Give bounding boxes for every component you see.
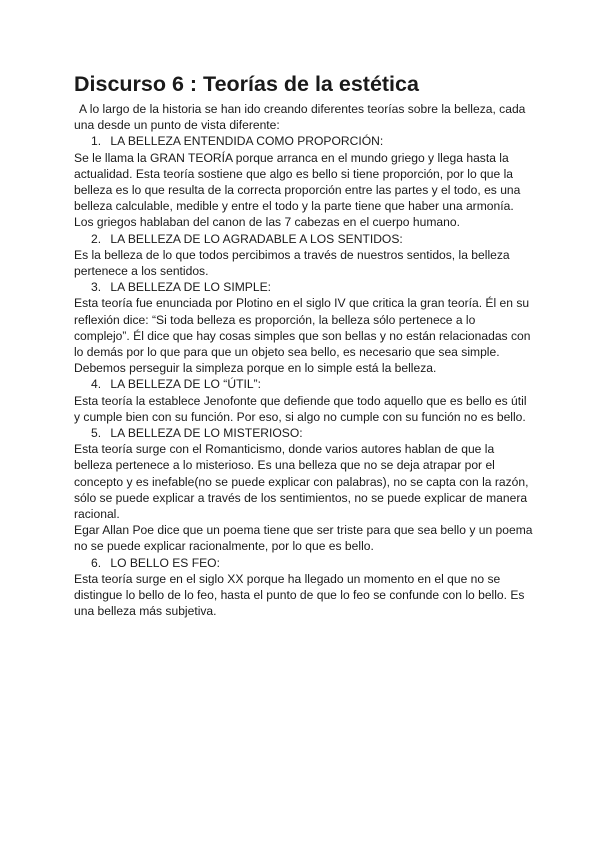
- section-heading: [74, 555, 534, 571]
- section-heading: [74, 425, 534, 441]
- section-paragraph: Es la belleza de lo que todos percibimos a través de nuestros sentidos, la belleza pertenece a los sentidos.: [74, 247, 510, 279]
- section-5: [74, 425, 534, 555]
- section-title: LA BELLEZA DE LO “ÚTIL”:: [110, 377, 261, 392]
- section-heading: [74, 133, 534, 149]
- section-heading: [74, 279, 534, 295]
- document-title: Discurso 6 : Teorías de la estética: [74, 72, 419, 96]
- section-paragraph: Esta teoría surge en el siglo XX porque ha llegado un momento en el que no se distingue lo bello de lo feo, hasta el punto de que lo feo se confunde con lo bello. Es una belleza más subjetiva.: [74, 571, 525, 619]
- section-title: LO BELLO ES FEO:: [110, 555, 220, 570]
- section-number: 4.: [91, 377, 102, 392]
- section-4: [74, 376, 534, 425]
- section-number: 5.: [91, 426, 102, 441]
- section-6: [74, 555, 534, 620]
- section-number: 1.: [91, 134, 102, 149]
- section-paragraph: Esta teoría la establece Jenofonte que defiende que todo aquello que es bello es útil y cumple bien con su función. Por eso, si algo no cumple con su función no es bello.: [74, 393, 527, 424]
- section-paragraph: Esta teoría surge con el Romanticismo, donde varios autores hablan de que la belleza pertenece a lo misterioso. Es una belleza que no se deja atrapar por el concepto y es inefable(no se puede explicar con palabras), no se capta con la razón, sólo se puede explicar a través de los sentimientos, no se puede explicar de manera racional.: [74, 442, 529, 522]
- section-paragraph: Esta teoría fue enunciada por Plotino en el siglo IV que critica la gran teoría. Él en su reflexión dice: “Si toda belleza es proporción, la belleza sólo pertenece a lo complejo”. Él dice que hay cosas simples que son bellas y no están relacionadas con lo demás por lo que para que un objeto sea bello, es necesario que sea simple. Debemos perseguir la simpleza porque en lo simple está la belleza.: [74, 296, 531, 376]
- section-title: LA BELLEZA DE LO AGRADABLE A LOS SENTIDOS:: [110, 231, 403, 246]
- section-title: LA BELLEZA ENTENDIDA COMO PROPORCIÓN:: [110, 134, 384, 149]
- section-number: 3.: [91, 280, 102, 295]
- section-title: LA BELLEZA DE LO SIMPLE:: [110, 280, 272, 295]
- section-heading: [74, 376, 534, 392]
- document-page: [74, 70, 534, 620]
- section-2: [74, 231, 534, 280]
- section-3: [74, 279, 534, 376]
- section-paragraph: Egar Allan Poe dice que un poema tiene que ser triste para que sea bello y un poema no se puede explicar racionalmente, por lo que es bello.: [74, 523, 533, 554]
- section-paragraph: Se le llama la GRAN TEORÍA porque arranca en el mundo griego y llega hasta la actualidad. Esta teoría sostiene que algo es bello si tiene proporción, por lo que la belleza es lo que resulta de la correcta proporción entre las partes y el todo, es una belleza calculable, medible y entre el todo y la parte tiene que haber una armonía. Los griegos hablaban del canon de las 7 cabezas en el cuerpo humano.: [74, 150, 521, 230]
- intro-paragraph: A lo largo de la historia se han ido creando diferentes teorías sobre la belleza, cada una desde un punto de vista diferente:: [74, 102, 526, 133]
- section-1: [74, 133, 534, 230]
- section-number: 6.: [91, 555, 102, 570]
- section-number: 2.: [91, 231, 102, 246]
- section-heading: [74, 231, 534, 247]
- section-title: LA BELLEZA DE LO MISTERIOSO:: [110, 426, 303, 441]
